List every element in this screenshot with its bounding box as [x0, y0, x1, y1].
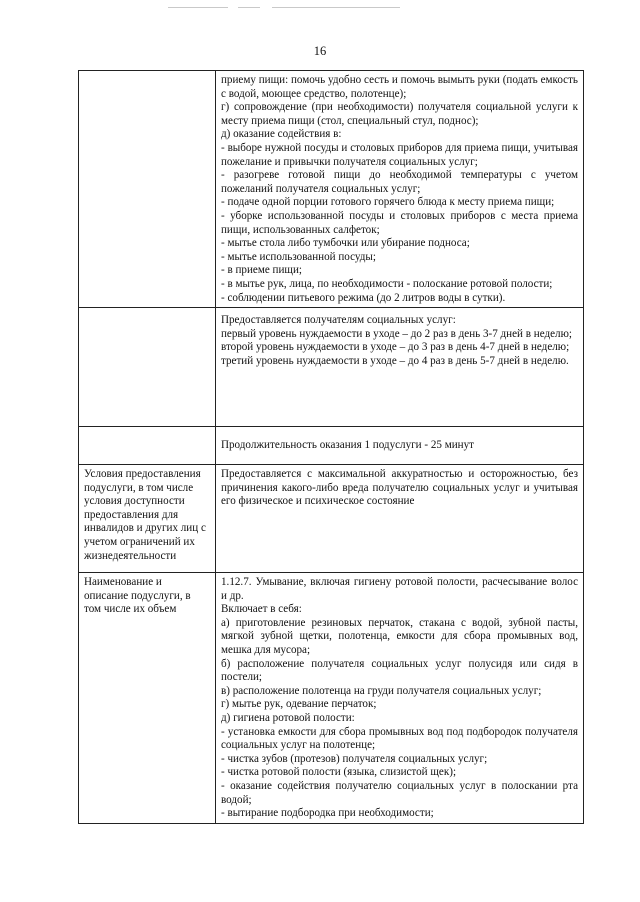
content-line: - уборке использованной посуды и столовых приборов с места приема пищи, использованных салфеток;: [221, 209, 578, 236]
table-row: [79, 427, 584, 465]
content-line: - соблюдении питьевого режима (до 2 литров воды в сутки).: [221, 291, 506, 304]
content-line: б) расположение получателя социальных услуг полусидя или сидя в постели;: [221, 657, 578, 684]
content-line: 1.12.7. Умывание, включая гигиену ротовой полости, расчесывание волос и др.: [221, 576, 578, 602]
table-row: [79, 573, 584, 824]
row-label-cell: [79, 465, 216, 573]
content-line: - мытье использованной посуды;: [221, 250, 376, 263]
row-label-cell: [79, 308, 216, 427]
content-line: - в мытье рук, лица, по необходимости - полоскание ротовой полости;: [221, 277, 553, 290]
content-line: д) оказание содействия в:: [221, 128, 342, 141]
content-line: - чистка зубов (протезов) получателя социальных услуг;: [221, 752, 488, 765]
content-line: Продолжительность оказания 1 подуслуги - 25 минут: [221, 439, 475, 452]
content-line: - в приеме пищи;: [221, 264, 302, 277]
content-line: второй уровень нуждаемости в уходе – до 3 раз в день 4-7 дней в неделю;: [221, 341, 570, 354]
content-line: г) мытье рук, одевание перчаток;: [221, 698, 377, 711]
content-line: Предоставляется получателям социальных услуг:: [221, 314, 456, 327]
content-line: - выборе нужной посуды и столовых приборов для приема пищи, учитывая пожелание и привычки получателя социальных услуг;: [221, 141, 578, 168]
page-number: 16: [313, 44, 327, 58]
row-label-cell: [79, 573, 216, 824]
content-line: - разогреве готовой пищи до необходимой температуры с учетом пожеланий получателя социальных услуг;: [221, 169, 578, 195]
content-line: д) гигиена ротовой полости:: [221, 712, 355, 725]
content-line: первый уровень нуждаемости в уходе – до 2 раз в день 3-7 дней в неделю;: [221, 327, 572, 340]
content-line: Включает в себя:: [221, 603, 302, 616]
row-label-cell: [79, 427, 216, 465]
content-line: третий уровень нуждаемости в уходе – до 4 раз в день 5-7 дней в неделю.: [221, 354, 569, 367]
label-line: инвалидов и других лиц с: [84, 522, 206, 535]
row-label-cell: [79, 71, 216, 308]
row-content-cell: [216, 308, 584, 427]
content-line: в) расположение полотенца на груди получателя социальных услуг;: [221, 684, 542, 697]
label-line: Наименование и: [84, 576, 162, 589]
scan-artifact-line: [168, 7, 228, 8]
content-line: - оказание содействия получателю социальных услуг в полоскании рта водой;: [221, 780, 578, 806]
content-line: приему пищи: помочь удобно сесть и помочь вымыть руки (подать емкость с водой, моющее средство, полотенце);: [221, 74, 578, 100]
label-line: предоставления для: [84, 508, 179, 521]
content-line: а) приготовление резиновых перчаток, стакана с водой, зубной пасты, мягкой зубной щетки, полотенца, емкости для сбора промывных вод, мешка для мусора;: [221, 616, 578, 657]
label-line: учетом ограничений их: [84, 536, 195, 549]
scan-artifact-line: [272, 7, 400, 8]
label-line: жизнедеятельности: [84, 549, 177, 562]
table-row: [79, 465, 584, 573]
service-description-table: [78, 70, 584, 824]
label-line: том числе их объем: [84, 603, 177, 616]
content-line: г) сопровождение (при необходимости) получателя социальной услуги к месту приема пищи (стол, специальный стул, поднос);: [221, 101, 578, 127]
content-line: - подаче одной порции готового горячего блюда к месту приема пищи;: [221, 196, 555, 209]
table-row: [79, 308, 584, 427]
scan-artifact-line: [238, 7, 260, 8]
row-content-cell: [216, 427, 584, 465]
content-line: - вытирание подбородка при необходимости;: [221, 807, 434, 820]
content-line: Предоставляется с максимальной аккуратностью и осторожностью, без причинения какого-либо вреда получателю социальных услуг и учитывая его физическое и психическое состояние: [221, 468, 578, 508]
label-line: Условия предоставления: [84, 468, 201, 481]
label-line: условия доступности: [84, 495, 185, 508]
row-content-cell: [216, 71, 584, 308]
content-line: - установка емкости для сбора промывных вод под подбородок получателя социальных услуг на полотенце;: [221, 725, 578, 752]
label-line: подуслуги, в том числе: [84, 481, 194, 494]
row-content-cell: [216, 465, 584, 573]
label-line: описание подуслуги, в: [84, 589, 191, 602]
table-row: [79, 71, 584, 308]
content-line: - чистка ротовой полости (языка, слизистой щек);: [221, 766, 457, 779]
row-content-cell: [216, 573, 584, 824]
content-line: - мытье стола либо тумбочки или убирание подноса;: [221, 237, 470, 250]
